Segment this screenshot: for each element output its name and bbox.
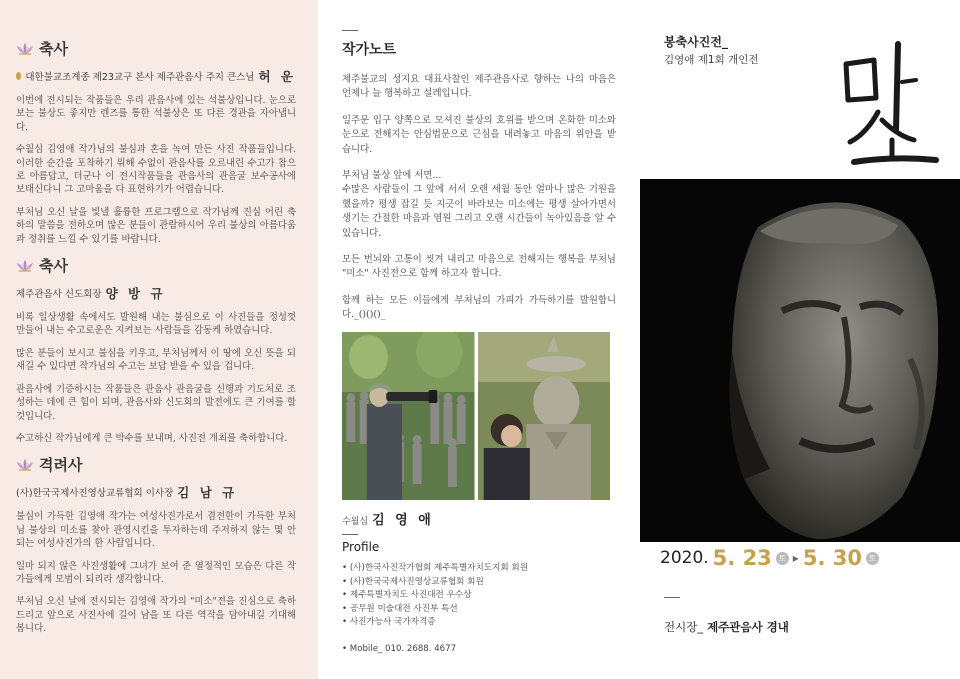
temple-seal-icon: [16, 72, 21, 80]
profile-title: Profile: [342, 540, 380, 554]
encouragement-section: [16, 454, 296, 635]
paragraph: 일마 되지 않은 사진생활에 그녀가 보여 준 열정적인 모습은 다른 작가들에게 모범이 되리라 생각합니다.: [16, 560, 296, 585]
start-weekday-badge: 토: [776, 552, 789, 565]
paragraph: 수월심 김영애 작가님의 불심과 혼을 녹여 만든 사진 작품들입니다. 이러한 순간을 포착하기 위해 수없이 관음사를 오르내린 수고가 참으로 아름답고, 더군나 이 전시작품들을 관음사의 관음굴 보수공사에 보태신다니 그 고마움을 다 표현하기가 어렵습니다.: [16, 144, 296, 196]
end-weekday-badge: 토: [866, 552, 879, 565]
divider: [342, 30, 358, 31]
section-header: [16, 255, 296, 276]
byline-prefix: (사)한국국제사진영상교류협회 이사장: [16, 488, 174, 500]
lotus-icon: [16, 458, 34, 472]
paragraph: 관음사에 기증하시는 작품들은 관음사 관음굴을 신행과 기도처로 조성하는 데에 큰 힘이 되며, 관음사와 신도회의 발전에도 큰 기여를 할 것입니다.: [16, 383, 296, 422]
profile-item: • (사)한국사진작가협회 제주특별자치도지회 회원: [342, 562, 528, 576]
byline-name: 양 방 규: [105, 286, 166, 302]
byline-name: 김 남 규: [177, 485, 238, 501]
lotus-icon: [16, 42, 34, 56]
artist-prefix: 수월심: [342, 517, 369, 527]
profile-item: • (사)한국국제사진영상교류협회 회원: [342, 576, 528, 590]
left-panel: [0, 0, 318, 679]
profile-item: • 제주특별자치도 사진대전 우수상: [342, 589, 528, 603]
middle-panel: [318, 0, 640, 679]
congrats-section-1: [16, 38, 296, 246]
buddha-face-photo: [640, 179, 960, 542]
exhibition-series: 김영애 제1회 개인전: [664, 54, 759, 66]
artist-note-title: 작가노트: [342, 42, 397, 58]
note-paragraph: 모든 번뇌와 고통이 씻겨 내리고 마음으로 전해지는 행복을 부처님 "미소" 사진전으로 함께 하고자 합니다.: [342, 254, 616, 280]
note-paragraph: 부처님 불상 앞에 서면... 수많은 사람들이 그 앞에 서서 오랜 세월 동안 얼마나 많은 기원을 했을까? 평생 잡길 듯 지긋이 바라보는 미소에는 평생 살아가면서 생기는 간절한 마음과 염원 그리고 오랜 시간들이 녹아있음을 알 수 있습니다.: [342, 170, 616, 239]
note-paragraph: 함께 하는 모든 이들에게 부처님의 가피가 가득하기를 발원합니다._()()()_: [342, 294, 616, 321]
byline-prefix: 제주관음사 신도회장: [16, 289, 102, 301]
paragraph: 많은 분들이 보시고 불심을 키우고, 부처님께서 이 땅에 오신 뜻을 되새길 수 있다면 작가님의 수고는 보답 받을 수 있을 겁니다.: [16, 347, 296, 373]
paragraph: 부처님 오신 날을 빛낼 훌륭한 프로그램으로 작가님께 진심 어린 축하의 말씀을 전하오며 많은 분들이 관람하시어 우리 불상의 아름다움과 정취를 느낄 수 있기를 바랍니다.: [16, 206, 296, 245]
divider: [664, 597, 680, 598]
byline: [16, 483, 296, 501]
venue-place: 제주관음사 경내: [707, 620, 789, 634]
section-title: 격려사: [39, 456, 83, 475]
profile-list: [342, 562, 528, 630]
paragraph: 이번에 전시되는 작품들은 우리 관음사에 있는 석불상입니다. 눈으로 보는 불상도 좋지만 렌즈를 통한 석불상은 또 다른 경관을 자아냅니다.: [16, 95, 296, 133]
note-paragraph: 제주불교의 성지요 대표사찰인 제주관음사로 향하는 나의 마음은 언제나 늘 행복하고 설레입니다.: [342, 74, 616, 100]
calligraphy-title-miso: [836, 38, 946, 176]
right-panel: [640, 0, 960, 679]
end-date: 5. 30: [802, 546, 862, 570]
artist-name: 김 영 애: [372, 513, 434, 528]
arrow-icon: ▸: [792, 551, 799, 565]
exhibition-dates: [660, 546, 879, 570]
section-title: 축사: [39, 257, 68, 276]
byline: [16, 67, 296, 85]
paragraph: 부처님 오신 날에 전시되는 김영애 작가의 "미소"전을 진심으로 축하드리고 앞으로 사진사에 길이 남을 또 다른 역작을 담아내길 기대해 봅니다.: [16, 596, 296, 635]
section-header: [16, 454, 296, 475]
venue-label: 전시장_: [664, 620, 704, 634]
paragraph: 수고하신 작가님에게 큰 박수를 보내며, 사진전 개최를 축하합니다.: [16, 432, 288, 444]
artist-credit: [342, 509, 434, 528]
divider: [342, 534, 358, 535]
byline-name: 허 운: [258, 69, 296, 84]
artist-photos: [342, 332, 610, 500]
profile-item: • 공무원 미술대전 사진부 특선: [342, 603, 528, 617]
exhibition-year: 2020.: [660, 548, 709, 568]
congrats-section-2: [16, 255, 296, 445]
profile-item: • 사진가능사 국가자격증: [342, 616, 528, 630]
photo-photographer-with-statues: [342, 332, 475, 500]
exhibition-subtitle: 봉축사진전_: [664, 35, 728, 49]
start-date: 5. 23: [712, 546, 772, 570]
byline-prefix: 대한불교조계종 제23교구 본사 제주관음사 주지 큰스님: [25, 72, 255, 83]
byline: [16, 284, 296, 302]
paragraph: 불심이 가득한 김영애 작가는 여성사진가로서 겸전한이 가득한 부처님 불상의 미소를 찾아 관영시킨을 투자하는데 주저하지 않는 몇 안되는 여성사진가의 한 사람입니다.: [16, 511, 296, 550]
section-title: 축사: [39, 40, 68, 58]
venue: [664, 619, 789, 635]
lotus-icon: [16, 259, 34, 273]
section-header: [16, 38, 296, 59]
photo-artist-with-buddha: [478, 332, 611, 500]
paragraph: 비록 일상생활 속에서도 발원해 내는 불심으로 이 사진들을 정성껏 만들어 내는 수고로운은 지켜보는 사람들을 감동케 하였습니다.: [16, 312, 296, 337]
mobile-number: • Mobile_ 010. 2688. 4677: [342, 644, 457, 654]
note-paragraph: 일주문 입구 양쪽으로 모셔진 불상의 호위를 받으며 온화한 미소와 눈으로 전해지는 안심법문으로 근심을 내려놓고 마음의 위안을 받습니다.: [342, 114, 616, 155]
